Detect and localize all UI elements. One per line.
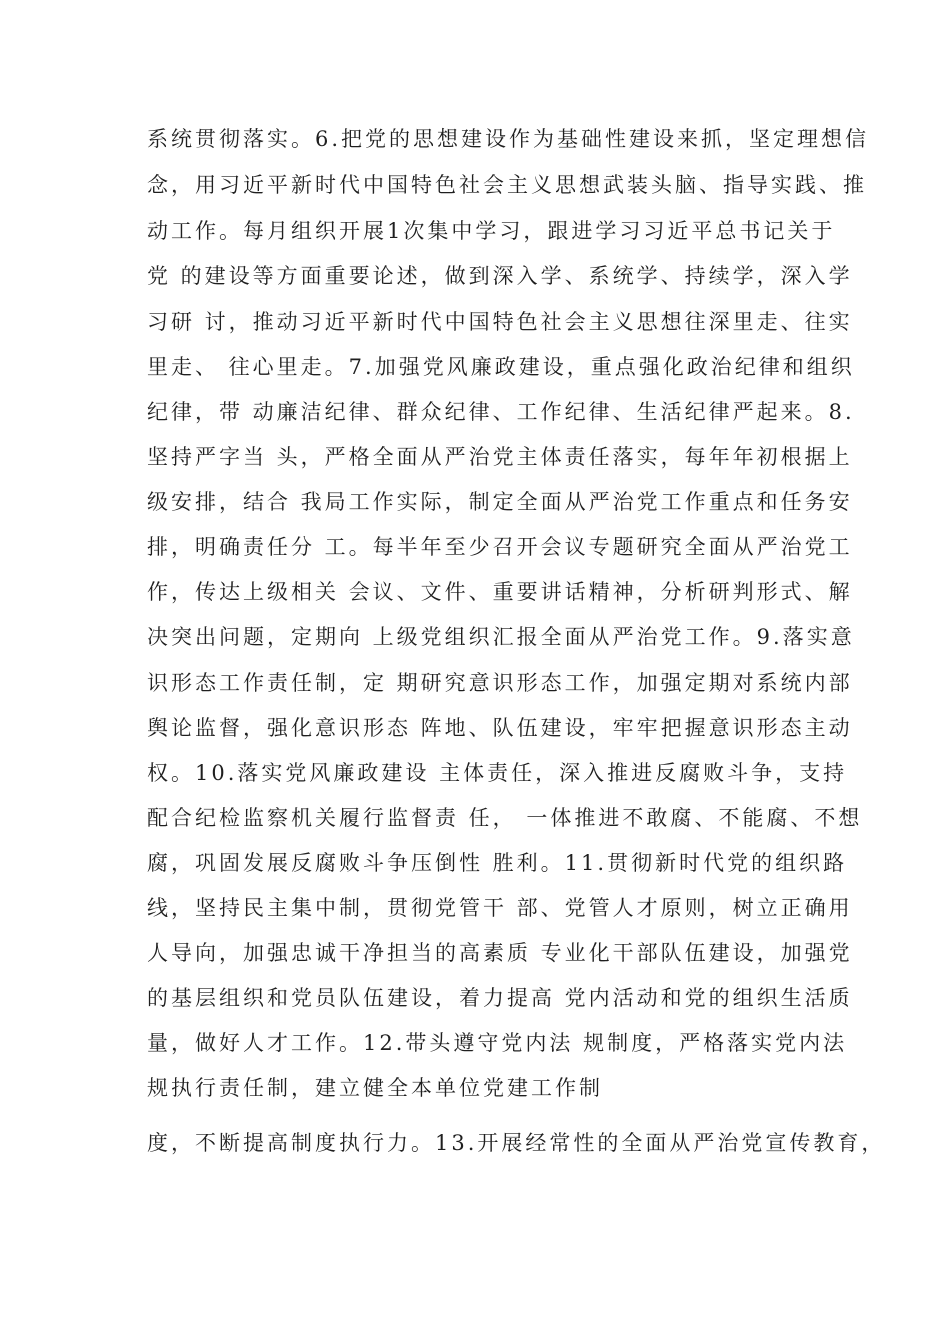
text-line: 念，用习近平新时代中国特色社会主义思想武装头脑、指导实践、推 xyxy=(147,173,867,197)
text-line: 识形态工作责任制，定 期研究意识形态工作，加强定期对系统内部 xyxy=(147,671,853,695)
text-line: 排，明确责任分 工。每半年至少召开会议专题研究全面从严治党工 xyxy=(147,535,853,559)
text-line: 里走、 往心里走。7.加强党风廉政建设，重点强化政治纪律和组织 xyxy=(147,355,855,379)
text-line: 的基层组织和党员队伍建设，着力提高 党内活动和党的组织生活质 xyxy=(147,986,853,1010)
text-line: 系统贯彻落实。6.把党的思想建设作为基础性建设来抓，坚定理想信 xyxy=(147,127,870,151)
text-line: 级安排，结合 我局工作实际，制定全面从严治党工作重点和任务安 xyxy=(147,490,853,514)
text-line: 量，做好人才工作。12.带头遵守党内法 规制度，严格落实党内法 xyxy=(147,1031,848,1055)
text-line: 规执行责任制，建立健全本单位党建工作制 xyxy=(147,1076,603,1100)
text-line: 人导向，加强忠诚干净担当的高素质 专业化干部队伍建设，加强党 xyxy=(147,941,853,965)
text-line: 舆论监督，强化意识形态 阵地、队伍建设，牢牢把握意识形态主动 xyxy=(147,716,853,740)
text-line: 腐，巩固发展反腐败斗争压倒性 胜利。11.贯彻新时代党的组织路 xyxy=(147,851,848,875)
text-line: 党 的建设等方面重要论述，做到深入学、系统学、持续学，深入学 xyxy=(147,264,853,288)
text-line: 度，不断提高制度执行力。13.开展经常性的全面从严治党宣传教育， xyxy=(147,1131,886,1155)
text-line: 纪律，带 动廉洁纪律、群众纪律、工作纪律、生活纪律严起来。8. xyxy=(147,400,855,424)
text-line: 作，传达上级相关 会议、文件、重要讲话精神，分析研判形式、解 xyxy=(147,580,853,604)
text-line: 配合纪检监察机关履行监督责 任， 一体推进不敢腐、不能腐、不想 xyxy=(147,806,863,830)
text-line: 权。10.落实党风廉政建设 主体责任，深入推进反腐败斗争，支持 xyxy=(147,761,848,785)
text-line: 决突出问题，定期向 上级党组织汇报全面从严治党工作。9.落实意 xyxy=(147,625,855,649)
text-line: 坚持严字当 头，严格全面从严治党主体责任落实，每年年初根据上 xyxy=(147,445,853,469)
text-line: 习研 讨，推动习近平新时代中国特色社会主义思想往深里走、往实 xyxy=(147,310,853,334)
text-line: 动工作。每月组织开展1次集中学习，跟进学习习近平总书记关于 xyxy=(147,219,836,243)
text-line: 线，坚持民主集中制，贯彻党管干 部、党管人才原则，树立正确用 xyxy=(147,896,853,920)
